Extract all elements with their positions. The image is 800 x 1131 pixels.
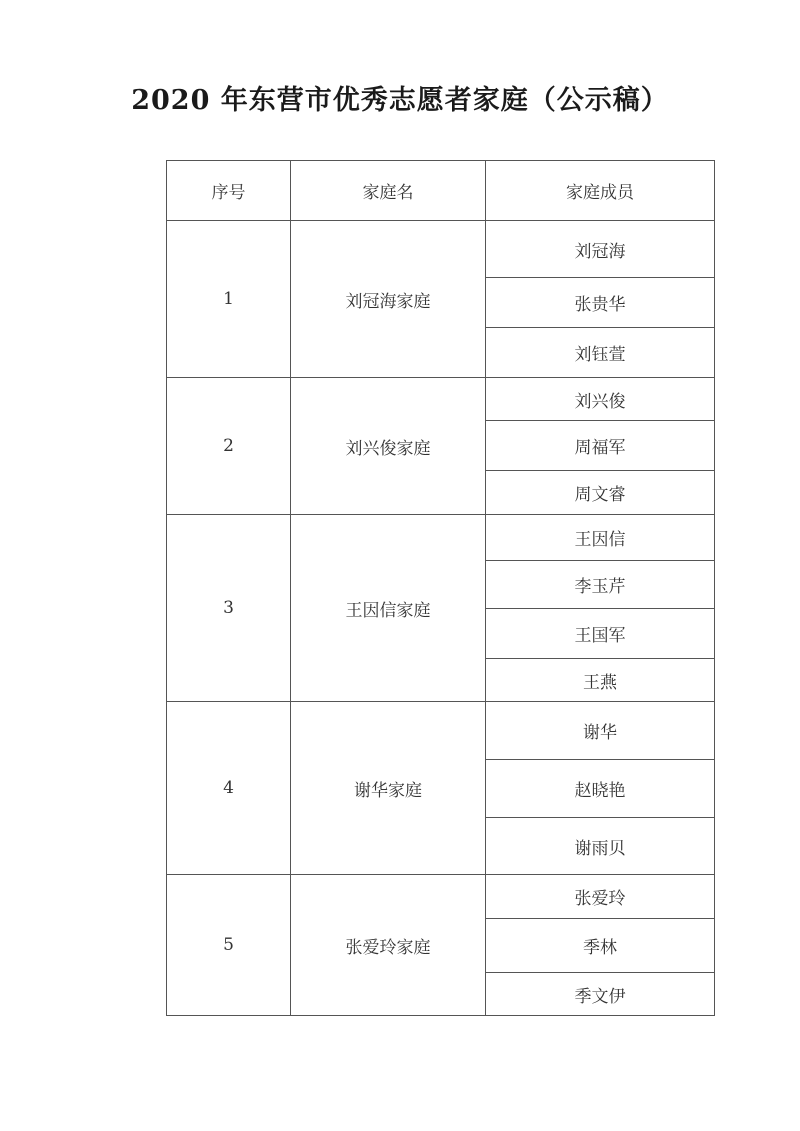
header-number: 序号 (167, 161, 291, 221)
family-name-cell: 刘冠海家庭 (291, 221, 486, 378)
family-member-cell: 周福军 (486, 421, 715, 471)
family-member-cell: 刘兴俊 (486, 378, 715, 421)
family-member-cell: 王因信 (486, 515, 715, 561)
family-member-cell: 张贵华 (486, 278, 715, 328)
family-member-cell: 刘冠海 (486, 221, 715, 278)
family-member-cell: 谢雨贝 (486, 818, 715, 875)
table-header-row (167, 161, 715, 221)
family-member-cell: 季林 (486, 919, 715, 973)
family-member-cell: 谢华 (486, 702, 715, 760)
family-name-cell: 王因信家庭 (291, 515, 486, 702)
family-member-cell: 赵晓艳 (486, 760, 715, 818)
family-name-cell: 张爱玲家庭 (291, 875, 486, 1016)
page-title: 2020 年东营市优秀志愿者家庭（公示稿） (131, 85, 669, 116)
volunteer-family-table (166, 160, 715, 1016)
table-body (167, 221, 715, 1016)
family-member-cell: 周文睿 (486, 471, 715, 515)
family-number-cell: 3 (167, 515, 291, 702)
header-family-members: 家庭成员 (486, 161, 715, 221)
table-row (167, 378, 715, 421)
family-member-cell: 季文伊 (486, 973, 715, 1016)
family-member-cell: 王燕 (486, 659, 715, 702)
table-row (167, 221, 715, 278)
table-row (167, 702, 715, 760)
family-number-cell: 2 (167, 378, 291, 515)
family-member-cell: 王国军 (486, 609, 715, 659)
family-member-cell: 刘钰萱 (486, 328, 715, 378)
family-name-cell: 谢华家庭 (291, 702, 486, 875)
family-member-cell: 张爱玲 (486, 875, 715, 919)
family-number-cell: 1 (167, 221, 291, 378)
family-number-cell: 4 (167, 702, 291, 875)
table-row (167, 875, 715, 919)
header-family-name: 家庭名 (291, 161, 486, 221)
family-number-cell: 5 (167, 875, 291, 1016)
table-row (167, 515, 715, 561)
family-name-cell: 刘兴俊家庭 (291, 378, 486, 515)
family-member-cell: 李玉芹 (486, 561, 715, 609)
